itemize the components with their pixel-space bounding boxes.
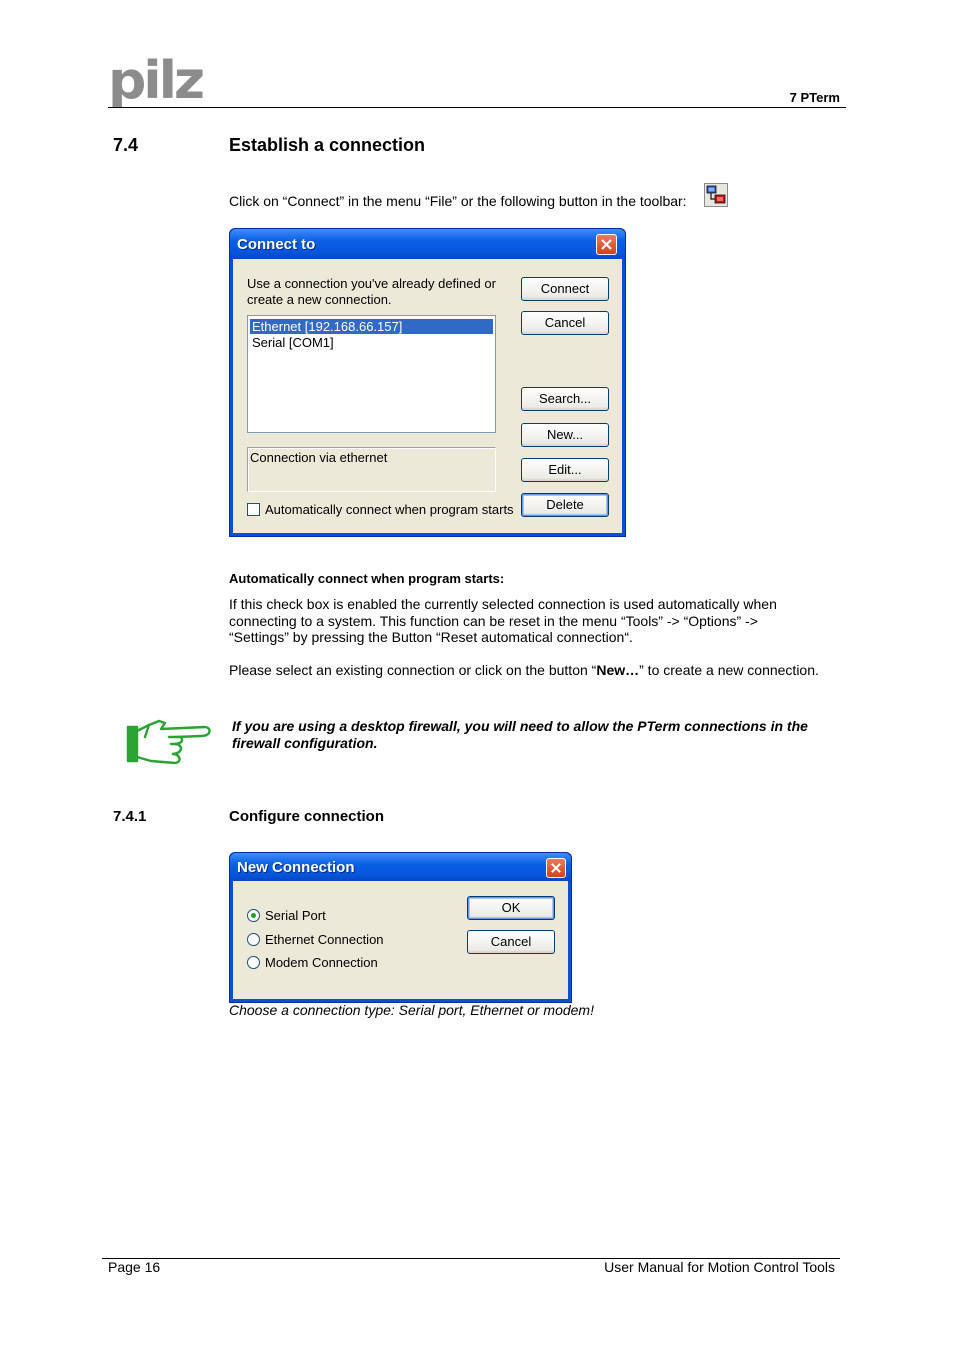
connection-list[interactable] <box>247 315 496 433</box>
close-icon[interactable] <box>546 858 566 878</box>
auto-connect-paragraph <box>229 596 849 646</box>
intro-text: Click on “Connect” in the menu “File” or the following button in the toolbar: <box>229 193 687 209</box>
section-title: Establish a connection <box>229 135 426 155</box>
cancel-button[interactable]: Cancel <box>467 930 555 954</box>
search-button[interactable]: Search... <box>521 387 609 411</box>
new-connection-title: New Connection <box>237 859 355 876</box>
new-connection-dialog <box>229 852 572 1003</box>
new-keyword: New… <box>596 662 640 678</box>
pointing-hand-icon <box>125 717 213 769</box>
subsection-title: Configure connection <box>229 808 384 825</box>
pilz-logo <box>108 56 204 108</box>
auto-connect-checkbox[interactable] <box>247 503 260 516</box>
delete-button[interactable]: Delete <box>521 493 609 517</box>
paragraph-line: connecting to a system. This function can be reset in the menu “Tools” -> “Options” -> <box>229 612 758 629</box>
page-number: Page 16 <box>108 1259 161 1275</box>
instructions-line1: Use a connection you've already defined or <box>247 276 496 291</box>
serial-port-label[interactable]: Serial Port <box>265 908 326 923</box>
edit-button[interactable]: Edit... <box>521 458 609 482</box>
chapter-label: 7 PTerm <box>789 90 840 105</box>
ok-button[interactable]: OK <box>467 896 555 920</box>
connect-toolbar-icon <box>704 183 728 207</box>
connect-button[interactable]: Connect <box>521 277 609 301</box>
close-icon[interactable] <box>596 234 617 255</box>
select-paragraph <box>229 662 849 679</box>
paragraph-line: If this check box is enabled the currently selected connection is used automatically when <box>229 596 777 612</box>
auto-connect-label[interactable]: Automatically connect when program starts <box>265 502 514 517</box>
instructions-line2: create a new connection. <box>247 292 392 307</box>
modem-label[interactable]: Modem Connection <box>265 955 378 970</box>
list-item[interactable]: Ethernet [192.168.66.157] <box>250 319 493 334</box>
note-line: firewall configuration. <box>232 735 378 751</box>
svg-text:pilz: pilz <box>108 56 203 108</box>
paragraph-line: “Settings” by pressing the Button “Reset automatical connection“. <box>229 629 633 646</box>
connect-dialog-body <box>233 259 622 533</box>
subsection-number: 7.4.1 <box>113 808 147 825</box>
select-text-before: Please select an existing connection or click on the button “ <box>229 662 597 678</box>
connection-description: Connection via ethernet <box>247 447 496 492</box>
connect-dialog <box>229 228 626 537</box>
ethernet-label[interactable]: Ethernet Connection <box>265 932 384 947</box>
connect-dialog-titlebar[interactable] <box>230 229 625 259</box>
connect-dialog-title: Connect to <box>237 236 316 253</box>
section-number: 7.4 <box>113 135 139 155</box>
new-button[interactable]: New... <box>521 423 609 447</box>
select-text-after: ” to create a new connection. <box>639 662 819 678</box>
auto-connect-heading: Automatically connect when program starts: <box>229 571 505 586</box>
figure-caption: Choose a connection type: Serial port, Ethernet or modem! <box>229 1002 594 1018</box>
header-rule <box>108 107 846 108</box>
cancel-button[interactable]: Cancel <box>521 311 609 335</box>
firewall-note <box>232 718 842 752</box>
modem-radio[interactable] <box>247 956 260 969</box>
manual-title: User Manual for Motion Control Tools <box>604 1259 835 1275</box>
serial-port-radio[interactable] <box>247 909 260 922</box>
new-connection-body <box>233 881 568 999</box>
ethernet-radio[interactable] <box>247 933 260 946</box>
list-item[interactable]: Serial [COM1] <box>252 335 334 350</box>
note-line: If you are using a desktop firewall, you will need to allow the PTerm connections in the <box>232 718 808 734</box>
new-connection-titlebar[interactable] <box>230 853 571 881</box>
